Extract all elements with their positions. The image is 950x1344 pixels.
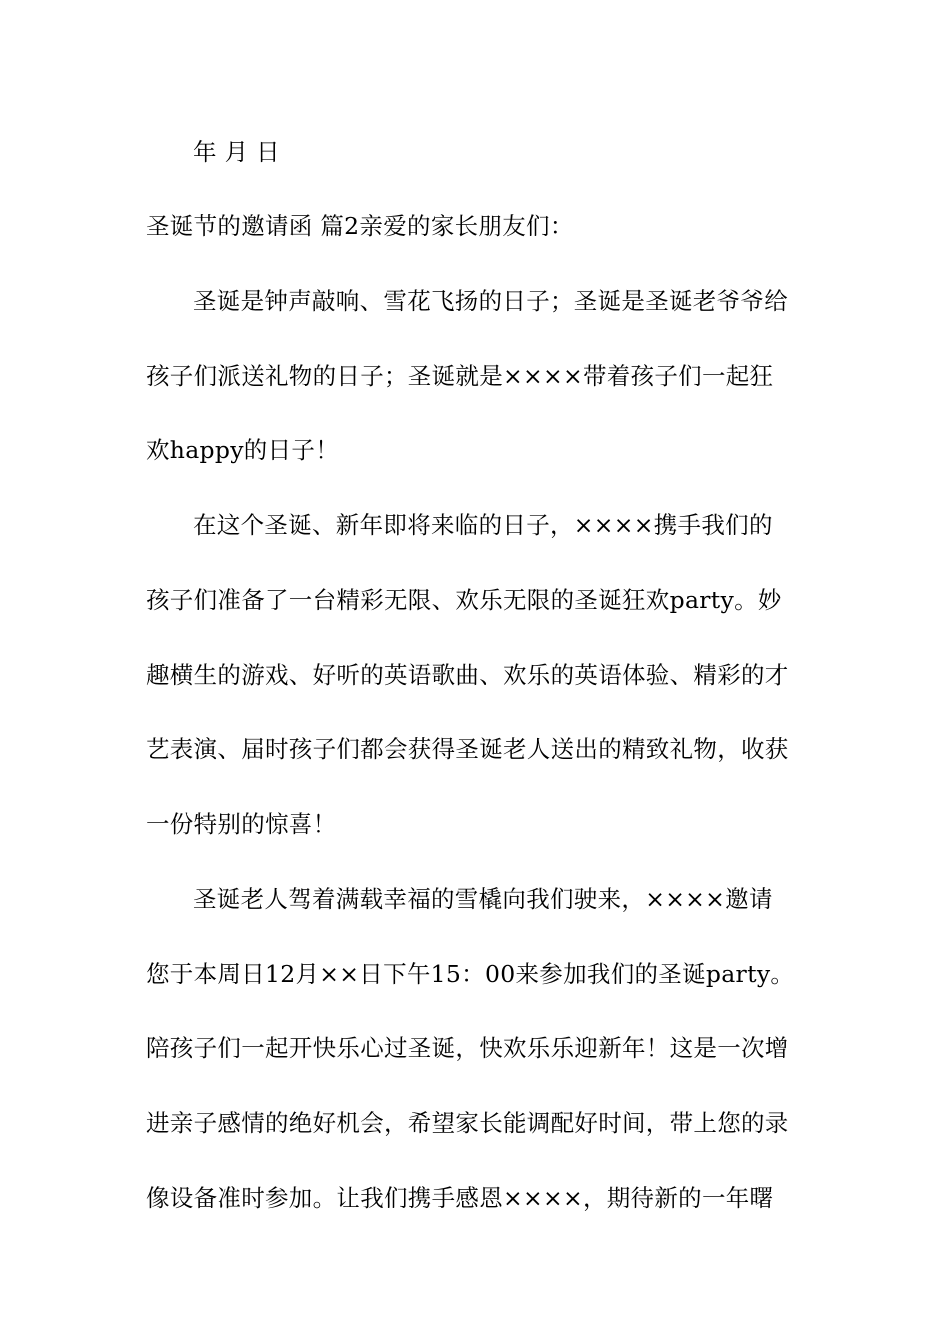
paragraph-1-line-3: 欢happy的日子！ — [146, 436, 340, 464]
paragraph-2-line-4: 艺表演、届时孩子们都会获得圣诞老人送出的精致礼物，收获 — [146, 735, 789, 763]
paragraph-1-line-2: 孩子们派送礼物的日子；圣诞就是××××带着孩子们一起狂 — [146, 362, 774, 390]
paragraph-3-line-5: 像设备准时参加。让我们携手感恩××××，期待新的一年曙 — [146, 1184, 774, 1212]
paragraph-2-line-2: 孩子们准备了一台精彩无限、欢乐无限的圣诞狂欢party。妙 — [146, 586, 782, 614]
paragraph-2-line-5: 一份特别的惊喜！ — [146, 810, 337, 838]
paragraph-1-line-1: 圣诞是钟声敲响、雪花飞扬的日子；圣诞是圣诞老爷爷给 — [193, 287, 788, 315]
paragraph-3-line-3: 陪孩子们一起开快乐心过圣诞，快欢乐乐迎新年！这是一次增 — [146, 1034, 789, 1062]
paragraph-2-line-1: 在这个圣诞、新年即将来临的日子，××××携手我们的 — [193, 511, 773, 539]
date-line: 年 月 日 — [193, 138, 280, 166]
paragraph-3-line-4: 进亲子感情的绝好机会，希望家长能调配好时间，带上您的录 — [146, 1109, 789, 1137]
paragraph-3-line-1: 圣诞老人驾着满载幸福的雪橇向我们驶来，××××邀请 — [193, 885, 773, 913]
paragraph-2-line-3: 趣横生的游戏、好听的英语歌曲、欢乐的英语体验、精彩的才 — [146, 661, 789, 689]
paragraph-3-line-2: 您于本周日12月××日下午15：00来参加我们的圣诞party。 — [146, 960, 795, 988]
heading-line: 圣诞节的邀请函 篇2亲爱的家长朋友们： — [146, 212, 574, 240]
